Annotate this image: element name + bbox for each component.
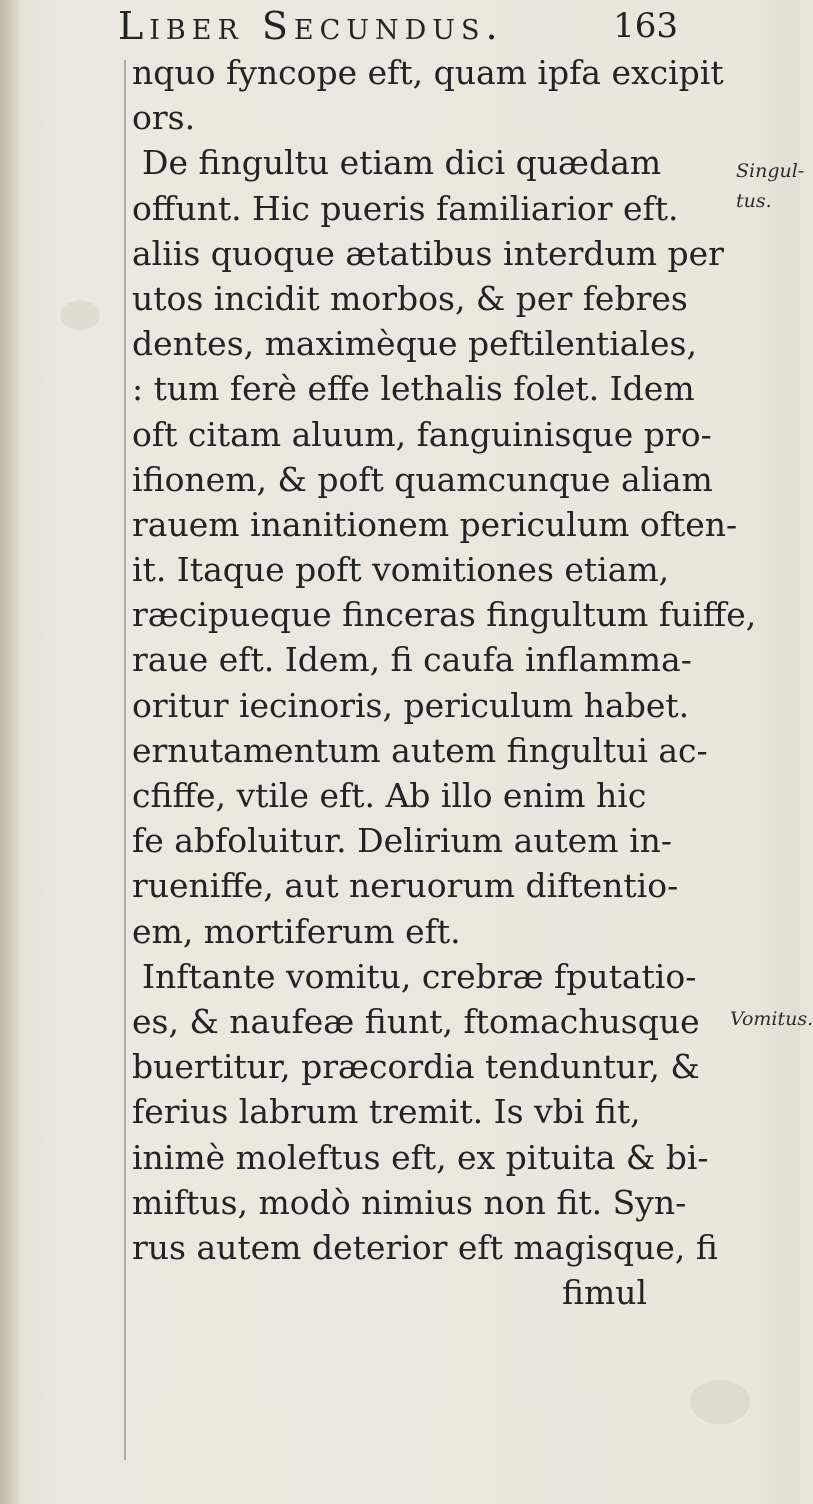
text-line: De fingultu etiam dici quædam — [142, 143, 662, 183]
text-line: ræcipueque finceras fingultum fuiffe, — [132, 595, 757, 635]
page-number: 163 — [613, 6, 678, 46]
text-line: offunt. Hic pueris familiarior eft. — [132, 188, 679, 228]
text-line: miftus, modò nimius non fit. Syn- — [132, 1182, 687, 1222]
text-line: rauem inanitionem periculum often- — [132, 504, 738, 544]
text-line: inimè moleftus eft, ex pituita & bi- — [132, 1137, 709, 1177]
text-line: it. Itaque poft vomitiones etiam, — [132, 550, 670, 590]
text-line: nquo fyncope eft, quam ipfa excipit — [132, 53, 724, 92]
text-line: rueniffe, aut neruorum diftentio- — [132, 866, 679, 906]
paper-stain — [690, 1380, 750, 1424]
text-line: Inftante vomitu, crebræ fputatio- — [142, 956, 697, 996]
text-line: ifionem, & poft quamcunque aliam — [132, 459, 713, 499]
text-line: em, mortiferum eft. — [132, 911, 461, 951]
text-line: dentes, maximèque peftilentiales, — [132, 324, 697, 364]
text-line: ferius labrum tremit. Is vbi fit, — [132, 1092, 641, 1132]
text-line: es, & naufeæ fiunt, ftomachusque — [132, 1001, 700, 1041]
running-head-title: Liber Secundus. — [118, 4, 504, 48]
margin-note: Vomitus. — [730, 1008, 813, 1030]
margin-note: tus. — [736, 190, 772, 212]
binding-edge — [0, 0, 22, 1504]
text-line: rus autem deterior eft magisque, fi — [132, 1227, 718, 1267]
text-line: ors. — [132, 98, 196, 138]
text-line: oritur iecinoris, periculum habet. — [132, 685, 690, 725]
text-line: oft citam aluum, fanguinisque pro- — [132, 414, 712, 454]
paper-stain — [60, 300, 100, 330]
gutter-rule — [124, 60, 126, 1460]
text-line: fe abfoluitur. Delirium autem in- — [132, 821, 673, 861]
body-text — [132, 50, 757, 1315]
text-line: utos incidit morbos, & per febres — [132, 278, 688, 318]
running-head — [118, 4, 678, 48]
text-line: ernutamentum autem fingultui ac- — [132, 730, 708, 770]
text-line: : tum ferè effe lethalis folet. Idem — [132, 369, 695, 409]
margin-note: Singul- — [736, 160, 805, 182]
text-line: aliis quoque ætatibus interdum per — [132, 233, 724, 273]
text-line: fimul — [562, 1273, 648, 1313]
text-line: buertitur, præcordia tenduntur, & — [132, 1047, 700, 1087]
text-line: cfiffe, vtile eft. Ab illo enim hic — [132, 776, 647, 815]
text-line: raue eft. Idem, fi caufa inflamma- — [132, 640, 692, 680]
